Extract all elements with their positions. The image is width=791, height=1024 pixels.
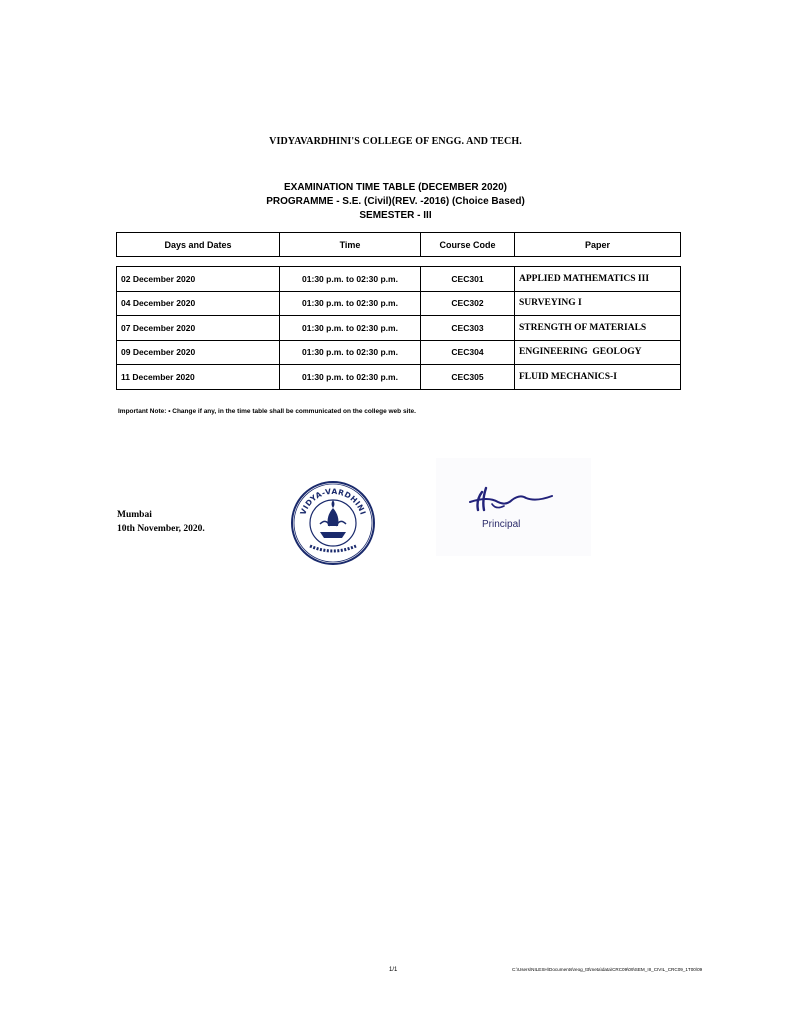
principal-signature: [436, 458, 591, 556]
row-time: 01:30 p.m. to 02:30 p.m.: [280, 340, 421, 365]
row-time: 01:30 p.m. to 02:30 p.m.: [280, 267, 421, 292]
row-paper: SURVEYING I: [515, 291, 681, 316]
timetable-header: [116, 232, 681, 257]
row-time: 01:30 p.m. to 02:30 p.m.: [280, 316, 421, 341]
exam-title: EXAMINATION TIME TABLE (DECEMBER 2020): [284, 182, 507, 193]
page-number: 1/1: [389, 967, 398, 973]
row-code: CEC304: [421, 340, 515, 365]
signature-label: Principal: [482, 519, 521, 530]
row-date: 02 December 2020: [117, 267, 280, 292]
row-time: 01:30 p.m. to 02:30 p.m.: [280, 365, 421, 390]
place-name: Mumbai: [117, 510, 152, 520]
row-paper: STRENGTH OF MATERIALS: [515, 316, 681, 341]
column-header-paper: Paper: [515, 233, 681, 257]
important-note: Important Note: • Change if any, in the time table shall be communicated on the college web site.: [118, 408, 416, 415]
issue-date: 10th November, 2020.: [117, 524, 205, 534]
row-date: 04 December 2020: [117, 291, 280, 316]
row-code: CEC303: [421, 316, 515, 341]
semester-line: SEMESTER - III: [359, 210, 432, 221]
row-paper: FLUID MECHANICS-I: [515, 365, 681, 390]
programme-line: PROGRAMME - S.E. (Civil)(REV. -2016) (Choice Based): [266, 196, 525, 207]
college-seal-icon: [290, 480, 376, 566]
row-date: 07 December 2020: [117, 316, 280, 341]
row-code: CEC302: [421, 291, 515, 316]
row-paper: ENGINEERING GEOLOGY: [515, 340, 681, 365]
row-time: 01:30 p.m. to 02:30 p.m.: [280, 291, 421, 316]
file-path: C:\Users\NILESH\Documents\reog_ttt\meta\data\CRC09\09\SEM_III_CIVIL_CRC09_1T00\09: [512, 967, 703, 972]
row-paper: APPLIED MATHEMATICS III: [515, 267, 681, 292]
svg-text:VIDYA-VARDHINI: VIDYA-VARDHINI: [298, 486, 368, 517]
table-row: [117, 340, 681, 365]
row-code: CEC301: [421, 267, 515, 292]
row-code: CEC305: [421, 365, 515, 390]
column-header-time: Time: [280, 233, 421, 257]
timetable-body: [116, 266, 681, 390]
header-row: [117, 233, 681, 257]
row-date: 09 December 2020: [117, 340, 280, 365]
column-header-code: Course Code: [421, 233, 515, 257]
row-date: 11 December 2020: [117, 365, 280, 390]
table-row: [117, 365, 681, 390]
place-date-block: [117, 508, 205, 536]
table-row: [117, 316, 681, 341]
column-header-dates: Days and Dates: [117, 233, 280, 257]
college-name: VIDYAVARDHINI'S COLLEGE OF ENGG. AND TECH.: [269, 136, 522, 147]
table-row: [117, 267, 681, 292]
table-row: [117, 291, 681, 316]
signature-icon: [436, 458, 591, 556]
